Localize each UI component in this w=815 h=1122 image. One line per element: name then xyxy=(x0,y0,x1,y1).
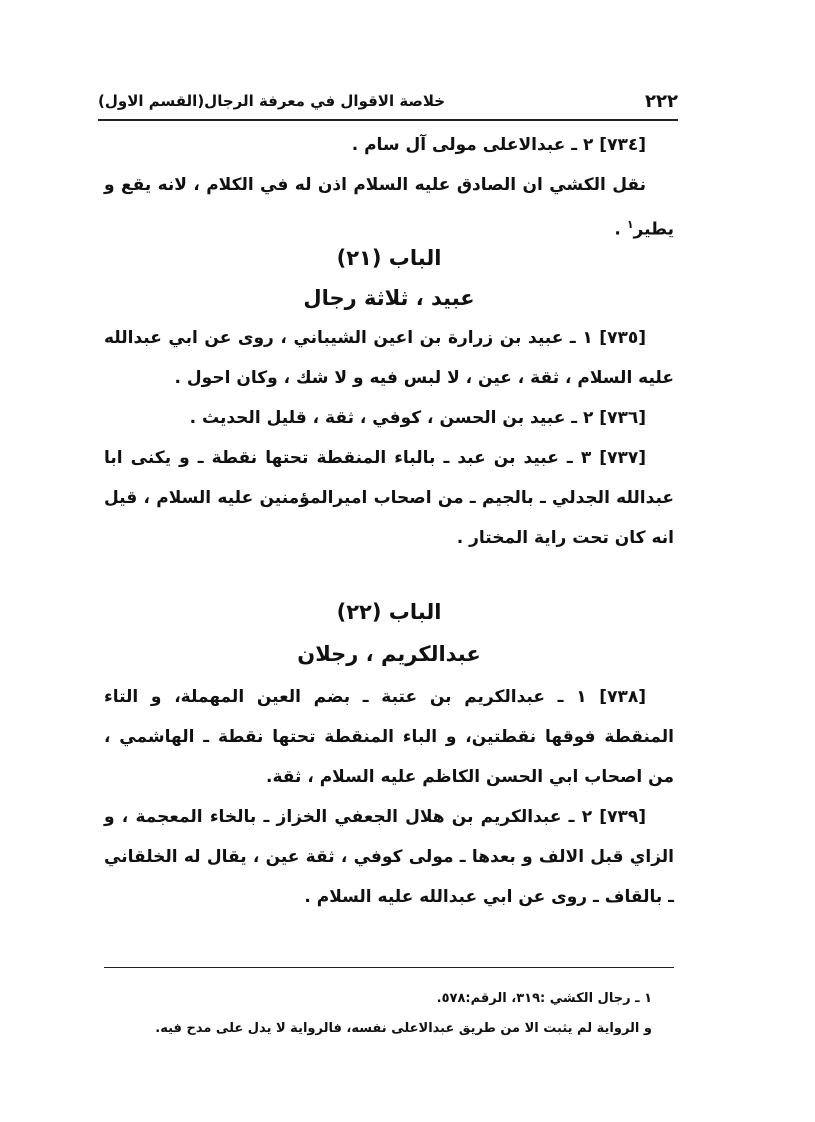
entries-top xyxy=(104,125,674,250)
entry-737: [٧٣٧] ٣ ـ عبيد بن عبد ـ بالباء المنقطة تحتها نقطة ـ و يكنى ابا عبدالله الجدلي ـ بالجيم ـ من اصحاب اميرالمؤمنين عليه السلام ، قيل انه كان تحت راية المختار . xyxy=(104,448,674,548)
entry-736: [٧٣٦] ٢ ـ عبيد بن الحسن ، كوفي ، ثقة ، قليل الحديث . xyxy=(189,408,646,428)
entry-734-note: نقل الكشي ان الصادق عليه السلام اذن له في الكلام ، لانه يقع و يطير$^١$ . xyxy=(104,175,674,240)
page-number: ٢٢٢ xyxy=(645,90,678,112)
entry-734: [٧٣٤] ٢ ـ عبدالاعلى مولى آل سام . xyxy=(351,135,646,155)
footnote-1: ١ ـ رجال الكشي :٣١٩، الرقم:٥٧٨. xyxy=(436,991,652,1006)
entry-739: [٧٣٩] ٢ ـ عبدالكريم بن هلال الجعفي الخزاز ـ بالخاء المعجمة ، و الزاي قبل الالف و بعدها ـ مولى كوفي ، ثقة عين ، يقال له الخلقاني ـ بالقاف ـ روى عن ابي عبدالله عليه السلام . xyxy=(104,807,674,907)
chapter-21-heading: الباب (٢١) xyxy=(336,246,442,270)
entry-735: [٧٣٥] ١ ـ عبيد بن زرارة بن اعين الشيباني ، روى عن ابي عبدالله عليه السلام ، ثقة ، عين ، لا لبس فيه و لا شك ، وكان احول . xyxy=(104,328,674,388)
running-title: خلاصة الاقوال في معرفة الرجال(القسم الاول) xyxy=(98,92,446,110)
footnotes xyxy=(104,984,674,1044)
header-rule xyxy=(98,119,678,121)
chapter-22-heading: الباب (٢٢) xyxy=(336,600,442,624)
page-header xyxy=(98,84,678,118)
footnote-reference: ١ xyxy=(626,218,634,231)
entry-738: [٧٣٨] ١ ـ عبدالكريم بن عتبة ـ بضم العين المهملة، و التاء المنقطة فوقها نقطتين، و الباء المنقطة تحتها نقطة ـ الهاشمي ، من اصحاب ابي الحسن الكاظم عليه السلام ، ثقة. xyxy=(104,687,674,787)
section-22-entries xyxy=(104,677,674,917)
footnote-rule xyxy=(104,967,674,968)
chapter-21-title: عبيد ، ثلاثة رجال xyxy=(303,286,475,310)
section-21-entries xyxy=(104,318,674,558)
entry-734-note-text: نقل الكشي ان الصادق عليه السلام اذن له في الكلام ، لانه يقع و يطير xyxy=(104,175,674,240)
footnote-1-continuation: و الرواية لم يثبت الا من طريق عبدالاعلى نفسه، فالرواية لا يدل على مدح فيه. xyxy=(155,1021,652,1036)
chapter-22-title: عبدالكريم ، رجلان xyxy=(297,642,481,666)
